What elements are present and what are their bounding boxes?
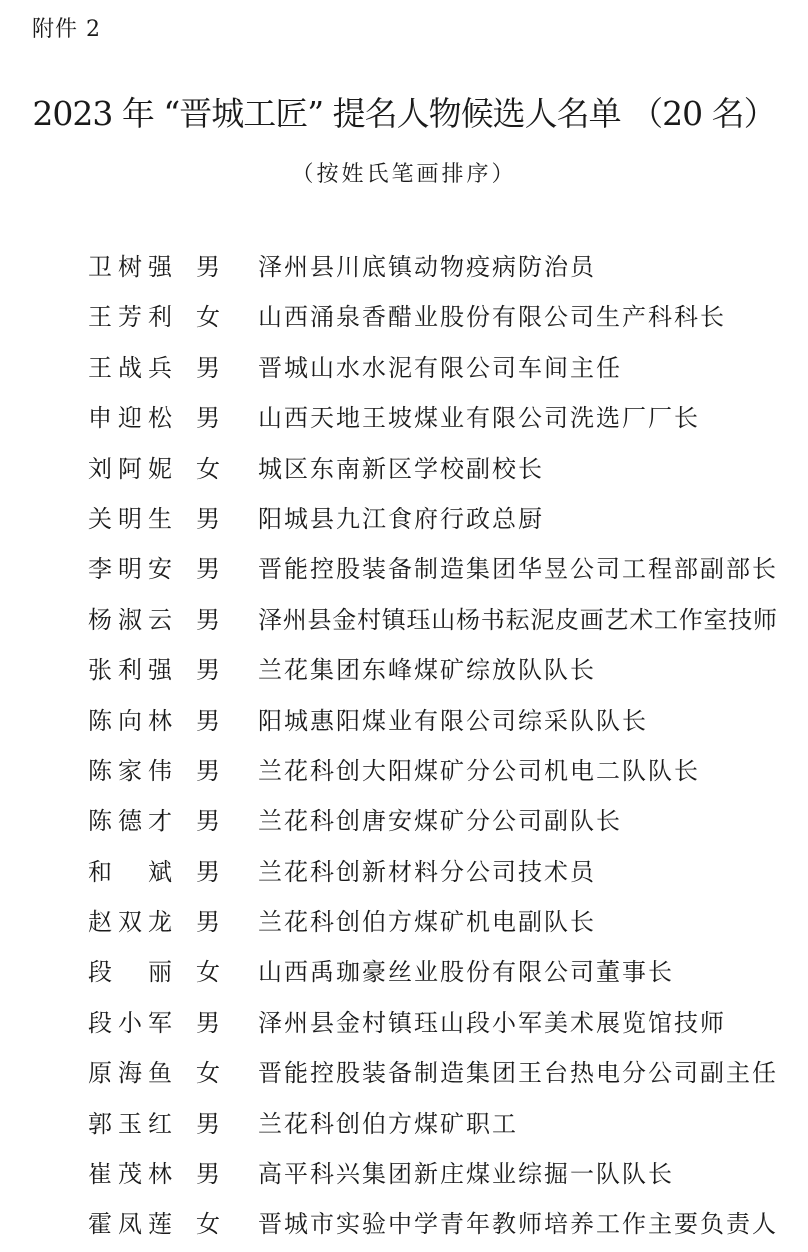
list-item [0, 444, 808, 494]
candidate-position: 兰花科创伯方煤矿职工 [258, 1109, 518, 1138]
candidate-position: 高平科兴集团新庄煤业综掘一队队长 [258, 1160, 674, 1189]
candidate-position: 泽州县金村镇珏山杨书耘泥皮画艺术工作室技师 [258, 605, 778, 634]
candidate-gender: 女 [196, 1059, 220, 1088]
candidate-position: 晋能控股装备制造集团华昱公司工程部副部长 [258, 555, 778, 584]
candidate-position: 晋城市实验中学青年教师培养工作主要负责人 [258, 1210, 778, 1239]
list-item [0, 696, 808, 746]
candidate-position: 晋能控股装备制造集团王台热电分公司副主任 [258, 1059, 778, 1088]
candidate-name: 和 斌 [88, 857, 172, 886]
candidate-name: 申迎松 [88, 404, 172, 433]
candidate-position: 兰花科创大阳煤矿分公司机电二队队长 [258, 756, 700, 785]
candidate-name: 关明生 [88, 504, 172, 533]
list-item [0, 292, 808, 342]
candidate-gender: 男 [196, 756, 220, 785]
list-item [0, 998, 808, 1048]
candidate-gender: 女 [196, 958, 220, 987]
candidate-name: 原海鱼 [88, 1059, 172, 1088]
candidate-gender: 男 [196, 504, 220, 533]
list-item [0, 242, 808, 292]
candidate-gender: 女 [196, 454, 220, 483]
list-item [0, 595, 808, 645]
candidate-position: 阳城惠阳煤业有限公司综采队队长 [258, 706, 648, 735]
candidate-position: 泽州县川底镇动物疫病防治员 [258, 253, 596, 281]
candidate-position: 兰花科创伯方煤矿机电副队长 [258, 908, 596, 937]
candidate-name: 卫树强 [88, 253, 172, 281]
candidate-name: 段小军 [88, 1008, 172, 1037]
candidate-position: 阳城县九江食府行政总厨 [258, 504, 544, 533]
list-item [0, 393, 808, 443]
candidate-name: 王战兵 [88, 353, 172, 382]
attachment-label: 附件 2 [32, 17, 101, 42]
list-item [0, 947, 808, 997]
candidate-gender: 男 [196, 857, 220, 886]
candidate-gender: 男 [196, 605, 220, 634]
list-item [0, 1199, 808, 1249]
candidate-position: 兰花科创唐安煤矿分公司副队长 [258, 807, 622, 836]
candidate-position: 山西涌泉香醋业股份有限公司生产科科长 [258, 303, 726, 332]
candidate-gender: 男 [196, 706, 220, 735]
list-item [0, 544, 808, 594]
candidate-gender: 男 [196, 807, 220, 836]
candidate-gender: 男 [196, 353, 220, 382]
list-item [0, 494, 808, 544]
candidate-gender: 女 [196, 303, 220, 332]
candidate-gender: 男 [196, 404, 220, 433]
candidate-name: 陈向林 [88, 706, 172, 735]
candidate-name: 张利强 [88, 656, 172, 685]
candidate-gender: 男 [196, 908, 220, 937]
candidate-gender: 男 [196, 1160, 220, 1189]
candidate-gender: 男 [196, 253, 220, 281]
candidate-gender: 男 [196, 555, 220, 584]
list-item [0, 897, 808, 947]
candidate-name: 陈德才 [88, 807, 172, 836]
list-item [0, 1048, 808, 1098]
candidate-gender: 女 [196, 1210, 220, 1239]
candidate-name: 王芳利 [88, 303, 172, 332]
candidate-position: 泽州县金村镇珏山段小军美术展览馆技师 [258, 1008, 726, 1037]
list-item [0, 645, 808, 695]
candidate-position: 城区东南新区学校副校长 [258, 454, 544, 483]
candidate-name: 霍凤莲 [88, 1210, 172, 1239]
list-item [0, 343, 808, 393]
list-item [0, 1099, 808, 1149]
page-subtitle: （按姓氏笔画排序） [291, 162, 517, 187]
candidate-name: 李明安 [88, 555, 172, 584]
candidate-name: 崔茂林 [88, 1160, 172, 1189]
candidate-list [0, 242, 808, 1250]
candidate-name: 陈家伟 [88, 756, 172, 785]
list-item [0, 1149, 808, 1199]
candidate-gender: 男 [196, 656, 220, 685]
candidate-name: 赵双龙 [88, 908, 172, 937]
list-item [0, 847, 808, 897]
candidate-name: 段 丽 [88, 958, 172, 987]
candidate-gender: 男 [196, 1109, 220, 1138]
candidate-position: 山西天地王坡煤业有限公司洗选厂厂长 [258, 404, 700, 433]
candidate-position: 兰花科创新材料分公司技术员 [258, 857, 596, 886]
page-title: 2023 年 “晋城工匠” 提名人物候选人名单 （20 名） [32, 94, 776, 133]
list-item [0, 796, 808, 846]
candidate-position: 兰花集团东峰煤矿综放队队长 [258, 656, 596, 685]
candidate-position: 山西禹珈豪丝业股份有限公司董事长 [258, 958, 674, 987]
candidate-gender: 男 [196, 1008, 220, 1037]
candidate-position: 晋城山水水泥有限公司车间主任 [258, 353, 622, 382]
candidate-name: 刘阿妮 [88, 454, 172, 483]
candidate-name: 杨淑云 [88, 605, 172, 634]
candidate-name: 郭玉红 [88, 1109, 172, 1138]
list-item [0, 746, 808, 796]
